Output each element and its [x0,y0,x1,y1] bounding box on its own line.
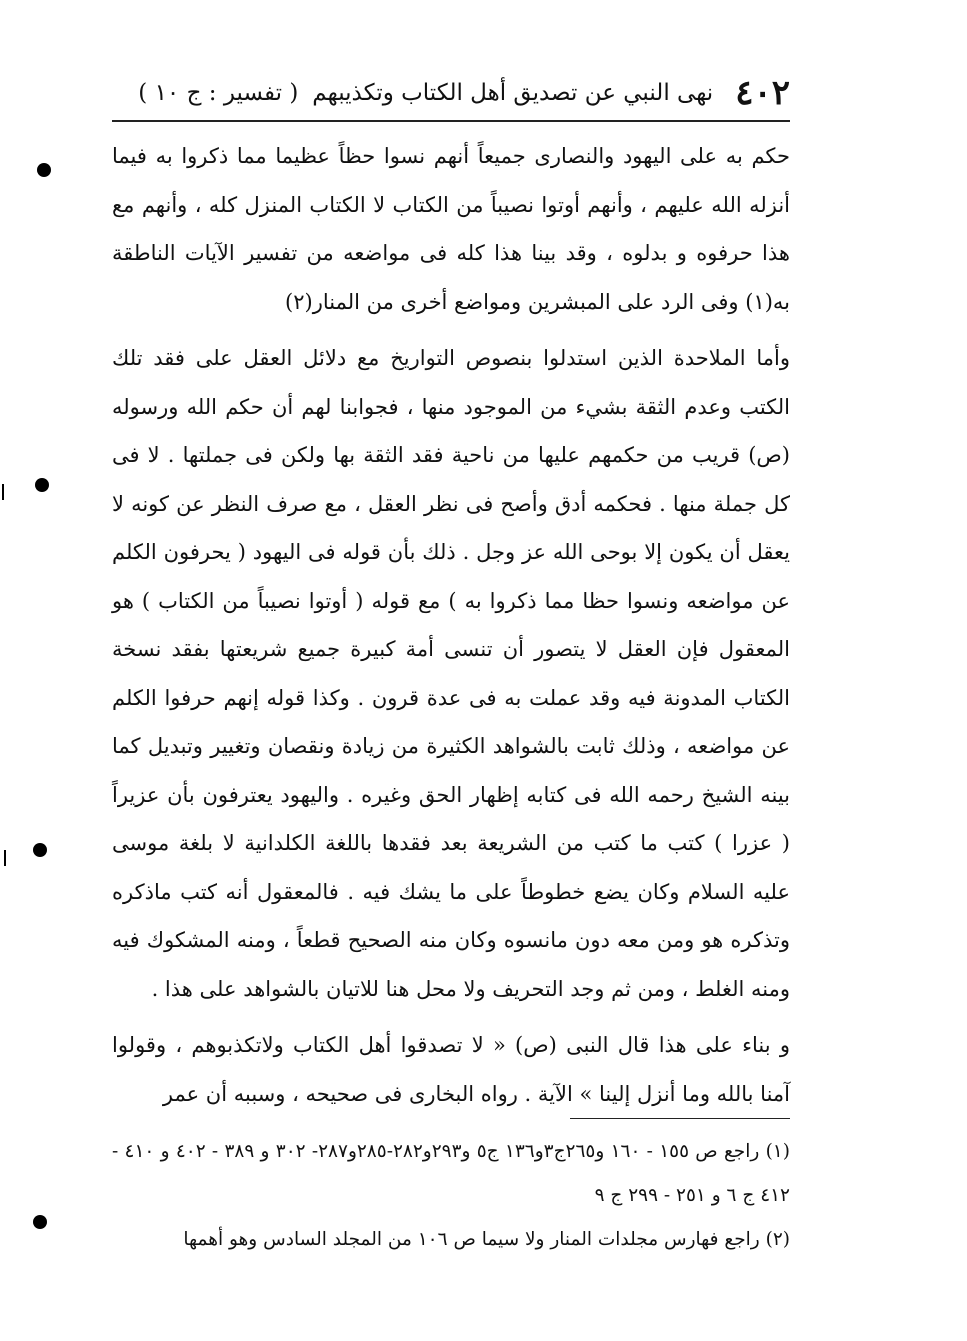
running-title: نهى النبي عن تصديق أهل الكتاب وتكذيبهم [312,80,714,106]
footnote-1: (١) راجع ص ١٥٥ - ١٦٠ و٢٦٥ج٣و١٣٦ ج٥ و٢٩٣و٢٨٢-٢٨٥و٢٨٧- ٣٠٢ و ٣٨٩ - ٤٠٢ و ٤١٠ - ٤١٢ ج ٦ و ٢٥١ - ٢٩٩ ج ٩ [112,1141,790,1206]
paragraph-3: و بناء على هذا قال النبى (ص) « لا تصدقوا أهل الكتاب ولاتكذبوهم ، وقولوا آمنا بالله وما أنزل إلينا » الآية . رواه البخارى فى صحيحه ، وسببه أن عمر [112,1033,790,1106]
footnote-2: (٢) راجع فهارس مجلدات المنار ولا سيما ص ١٠٦ من المجلد السادس وهو أهمها [183,1229,790,1250]
binding-hole-mark [33,843,47,857]
binding-hole-mark [33,1215,47,1229]
paragraph-1: حكم به على اليهود والنصارى جميعاً أنهم نسوا حظاً عظيما مما ذكروا به فيما أنزله الله عليهم ، وأنهم أوتوا نصيباً من الكتاب لا الكتاب المنزل كله ، وأنهم مع هذا حرفوه و بدلوه ، وقد بينا هذا كله فى مواضعه من تفسير الآيات الناطقة به(١) وفى الرد على المبشرين ومواضع أخرى من المنار(٢) [112,144,790,314]
page-number: ٤٠٢ [735,73,790,113]
edge-mark [2,484,4,500]
footnotes [112,1130,790,1262]
edge-mark [4,850,6,866]
volume-label: ( تفسير : ج ١٠ ) [138,80,299,106]
paragraph-2: وأما الملاحدة الذين استدلوا بنصوص التواريخ مع دلائل العقل على فقد تلك الكتب وعدم الثقة بشيء من الموجود منها ، فجوابنا لهم أن حكم الله ورسوله (ص) قريب من حكمهم عليها من ناحية فقد الثقة بها ولكن فى جملتها . لا فى كل جملة منها . فحكمه أدق وأصح فى نظر العقل ، مع صرف النظر عن كونه لا يعقل أن يكون إلا بوحى الله عز وجل . ذلك بأن قوله فى اليهود ( يحرفون الكلم عن مواضعه ونسوا حظا مما ذكروا به ) مع قوله ( أوتوا نصيباً من الكتاب ) هو المعقول فإن العقل لا يتصور أن تنسى أمة كبيرة جميع شريعتها بفقد نسخة الكتاب المدونة فيه وقد عملت به فى عدة قرون . وكذا قوله إنهم حرفوا الكلم عن مواضعه ، وذلك ثابت بالشواهد الكثيرة من زيادة ونقصان وتغيير وتبديل كما بينه الشيخ رحمه الله فى كتابه إظهار الحق وغيره . واليهود يعترفون بأن عزيراً ( عزرا ) كتب ما كتب من الشريعة بعد فقدها باللغة الكلدانية لا بلغة موسى عليه السلام وكان يضع خطوطاً على ما يشك فيه . فالمعقول أنه كتب ماذكره وتذكره هو ومن معه دون مانسوه وكان منه الصحيح قطعاً ، ومنه المشكوك فيه ومنه الغلط ، ومن ثم وجد التحريف ولا محل هنا للاتيان بالشواهد على هذا . [112,346,790,1001]
page-header [110,68,790,118]
header-rule [112,120,790,122]
binding-hole-mark [35,478,49,492]
footnote-rule [570,1118,790,1119]
binding-hole-mark [37,163,51,177]
main-text [112,132,790,1118]
